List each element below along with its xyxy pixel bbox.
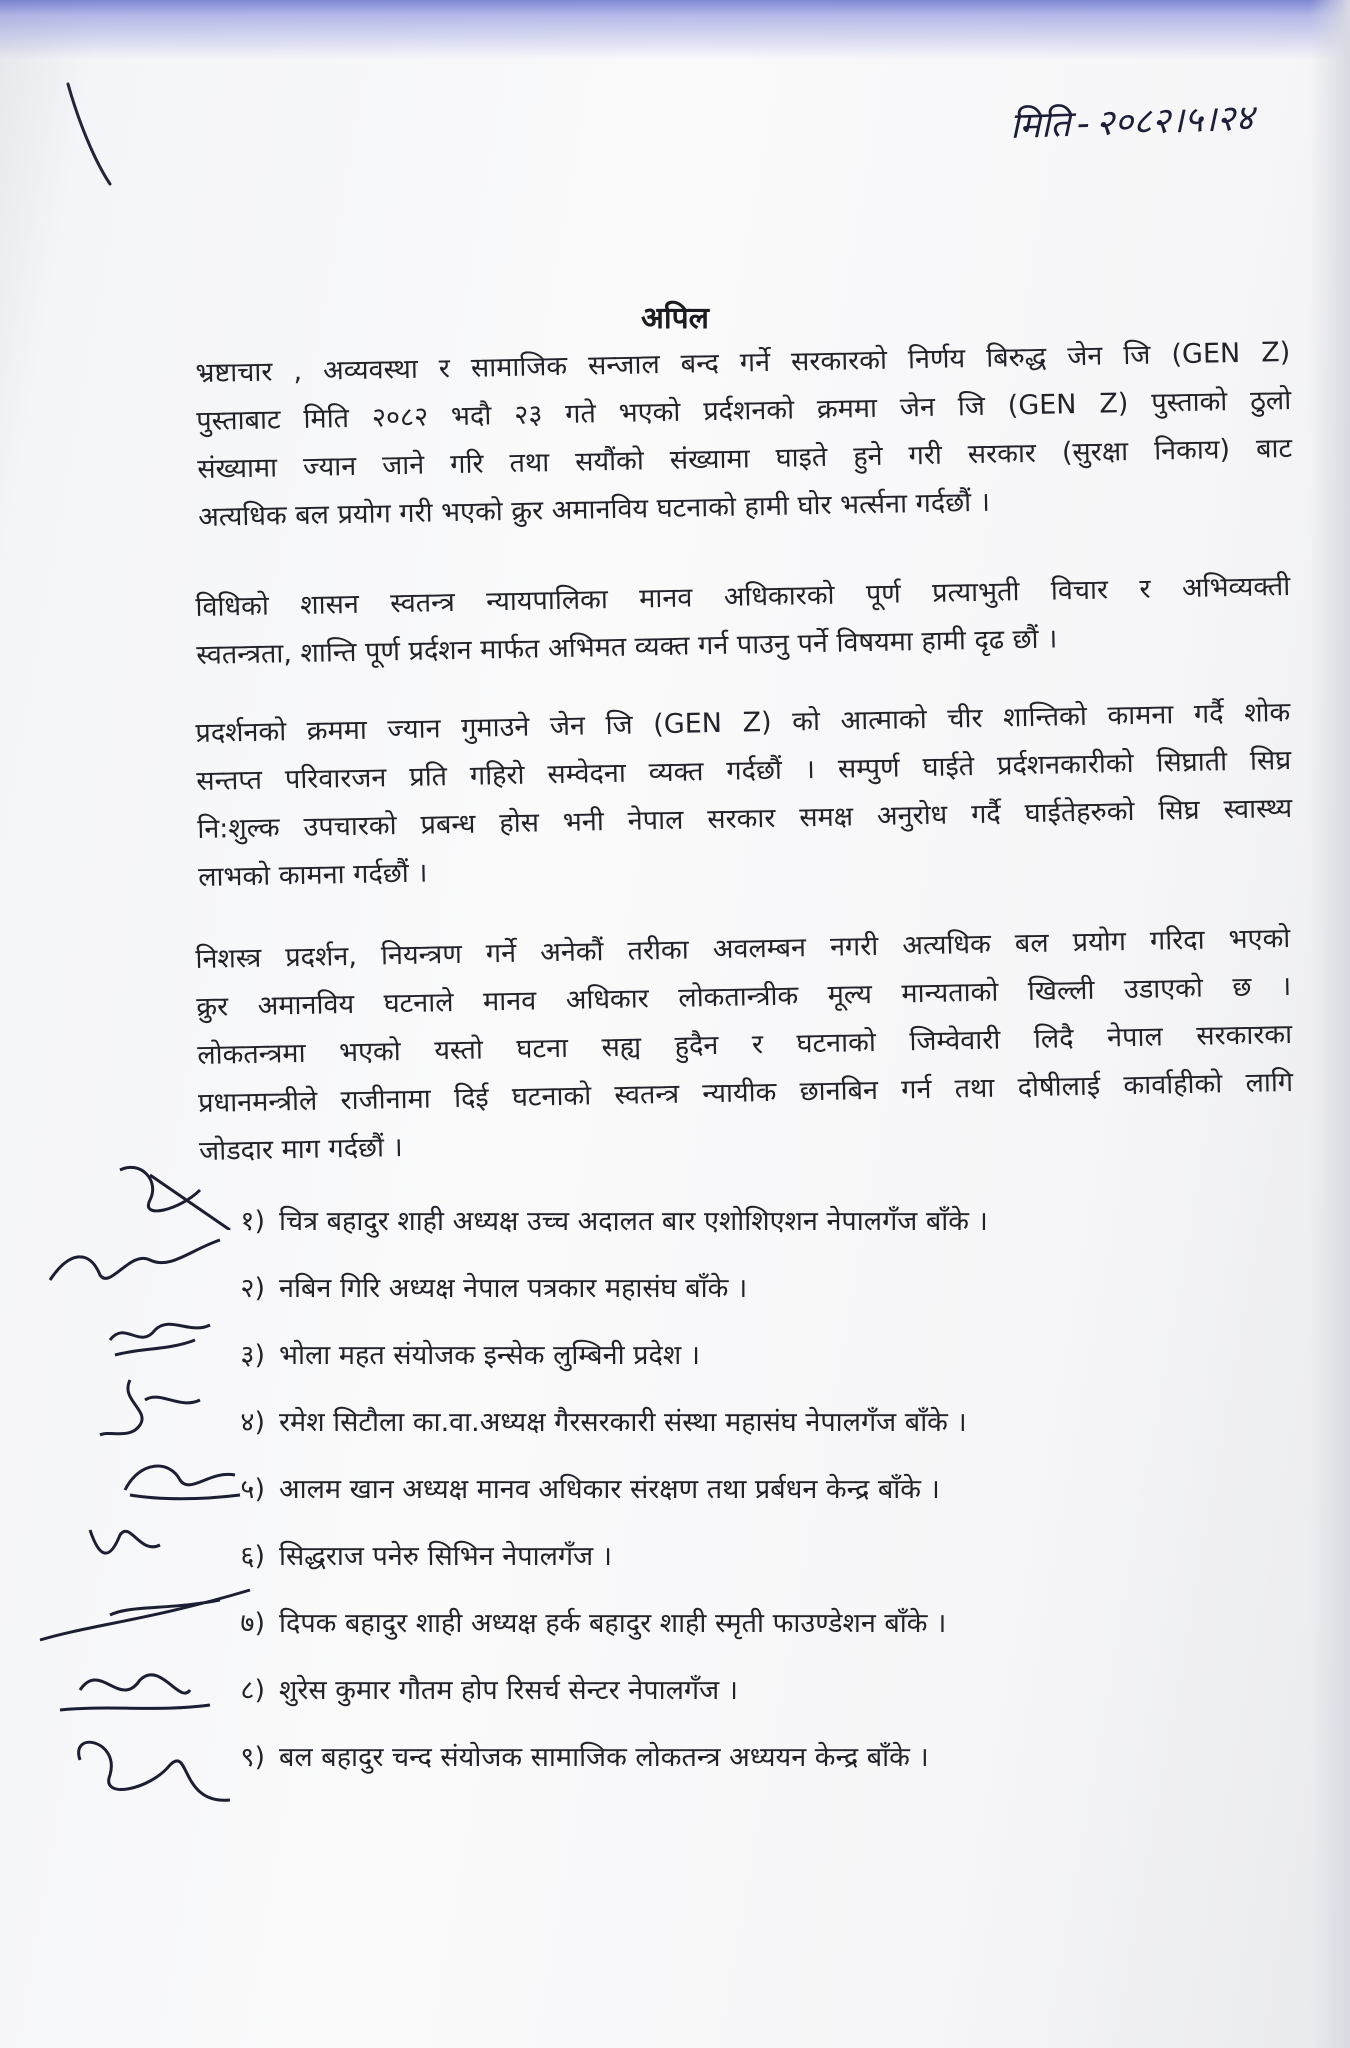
paragraph-line: क्रुर अमानविय घटनाले मानव अधिकार लोकतान्त्रीक मूल्य मान्यताको खिल्ली उडाएको छ ।	[196, 970, 1292, 1023]
paragraph-line: जोडदार माग गर्दछौं ।	[198, 1132, 404, 1167]
list-item	[185, 1722, 1185, 1789]
list-item	[185, 1253, 1185, 1320]
list-item	[185, 1588, 1185, 1655]
list-number: ९)	[240, 1742, 265, 1773]
date-value: २०८२।५।२४	[1094, 97, 1255, 145]
date-separator: -	[1075, 103, 1091, 145]
paragraph-line: सन्तप्त परिवारजन प्रति गहिरो सम्वेदना व्यक्त गर्दछौं । सम्पुर्ण घाईते प्रर्दशनकारीको सिघ्राती सिघ्र	[196, 744, 1292, 797]
list-number: ३)	[240, 1340, 265, 1371]
list-item	[185, 1387, 1185, 1454]
list-text: सिद्धराज पनेरु सिभिन नेपालगँज ।	[279, 1541, 612, 1572]
list-text: भोला महत संयोजक इन्सेक लुम्बिनी प्रदेश ।	[279, 1340, 701, 1371]
list-number: ८)	[240, 1675, 265, 1706]
list-text: शुरेस कुमार गौतम होप रिसर्च सेन्टर नेपालगँज ।	[279, 1675, 738, 1706]
paragraph-line: नि:शुल्क उपचारको प्रबन्ध होस भनी नेपाल सरकार समक्ष अनुरोध गर्दै घाईतेहरुको सिघ्र स्वास्थ्य	[196, 792, 1293, 845]
list-number: ७)	[240, 1608, 265, 1639]
paragraph-line: लोकतन्त्रमा भएको यस्तो घटना सह्य हुदैन र घटनाको जिम्वेवारी लिदै नेपाल सरकारका	[196, 1018, 1293, 1071]
date-label: मिति	[1009, 103, 1072, 148]
list-number: ५)	[240, 1474, 265, 1505]
paragraph-line: प्रदर्शनको क्रममा ज्यान गुमाउने जेन जि (GEN Z) को आत्माको चीर शान्तिको कामना गर्दै शोक	[195, 696, 1291, 749]
paragraph-line: विधिको शासन स्वतन्त्र न्यायपालिका मानव अधिकारको पूर्ण प्रत्याभुती विचार र अभिव्यक्ती	[195, 570, 1291, 623]
list-number: ६)	[240, 1541, 265, 1572]
list-text: बल बहादुर चन्द संयोजक सामाजिक लोकतन्त्र अध्ययन केन्द्र बाँके ।	[279, 1742, 929, 1773]
top-shadow	[0, 0, 1350, 60]
pen-stroke-mark	[60, 80, 120, 190]
paragraph-line: अत्यधिक बल प्रयोग गरी भएको क्रुर अमानविय घटनाको हामी घोर भर्त्सना गर्दछौं ।	[197, 486, 991, 533]
list-text: नबिन गिरि अध्यक्ष नेपाल पत्रकार महासंघ बाँके ।	[279, 1273, 748, 1304]
document-title: अपिल	[640, 301, 710, 336]
list-number: ४)	[240, 1407, 265, 1438]
paragraph-4	[195, 915, 1294, 1176]
paragraph-line: निशस्त्र प्रदर्शन, नियन्त्रण गर्ने अनेकौं तरीका अवलम्बन नगरी अत्यधिक बल प्रयोग गरिदा भएको	[195, 922, 1291, 975]
list-item	[185, 1655, 1185, 1722]
paragraph-line: संख्यामा ज्यान जाने गरि तथा सयौंको संख्यामा घाइते हुने गरी सरकार (सुरक्षा निकाय) बाट	[196, 432, 1293, 485]
paragraph-3	[195, 689, 1293, 902]
list-number: २)	[240, 1273, 265, 1304]
list-number: १)	[240, 1206, 265, 1237]
list-item	[185, 1186, 1185, 1253]
paragraph-line: स्वतन्त्रता, शान्ति पूर्ण प्रर्दशन मार्फत अभिमत व्यक्त गर्न पाउनु पर्ने विषयमा हामी दृढ छौं ।	[196, 623, 1058, 671]
list-text: चित्र बहादुर शाही अध्यक्ष उच्च अदालत बार एशोशिएशन नेपालगँज बाँके ।	[279, 1206, 988, 1237]
list-text: दिपक बहादुर शाही अध्यक्ष हर्क बहादुर शाही स्मृती फाउण्डेशन बाँके ।	[279, 1608, 947, 1639]
list-text: आलम खान अध्यक्ष मानव अधिकार संरक्षण तथा प्रर्बधन केन्द्र बाँके ।	[279, 1474, 940, 1505]
paragraph-2	[195, 563, 1292, 680]
paragraph-line: प्रधानमन्त्रीले राजीनामा दिई घटनाको स्वतन्त्र न्यायीक छानबिन गर्न तथा दोषीलाई कार्वाहीको लागि	[197, 1066, 1294, 1119]
list-item	[185, 1521, 1185, 1588]
paragraph-1	[195, 329, 1293, 542]
paragraph-line: पुस्ताबाट मिति २०८२ भदौ २३ गते भएको प्रर्दशनको क्रममा जेन जि (GEN Z) पुस्ताको ठुलो	[196, 384, 1292, 437]
paragraph-line: लाभको कामना गर्दछौं ।	[197, 857, 428, 893]
signatory-list	[185, 1186, 1185, 1789]
list-item	[185, 1320, 1185, 1387]
paragraph-line: भ्रष्टाचार , अव्यवस्था र सामाजिक सन्जाल बन्द गर्ने सरकारको निर्णय बिरुद्ध जेन जि (GEN Z)	[195, 336, 1291, 389]
list-item	[185, 1454, 1185, 1521]
list-text: रमेश सिटौला का.वा.अध्यक्ष गैरसरकारी संस्था महासंघ नेपालगँज बाँके ।	[279, 1407, 967, 1438]
handwritten-date	[1009, 90, 1301, 160]
